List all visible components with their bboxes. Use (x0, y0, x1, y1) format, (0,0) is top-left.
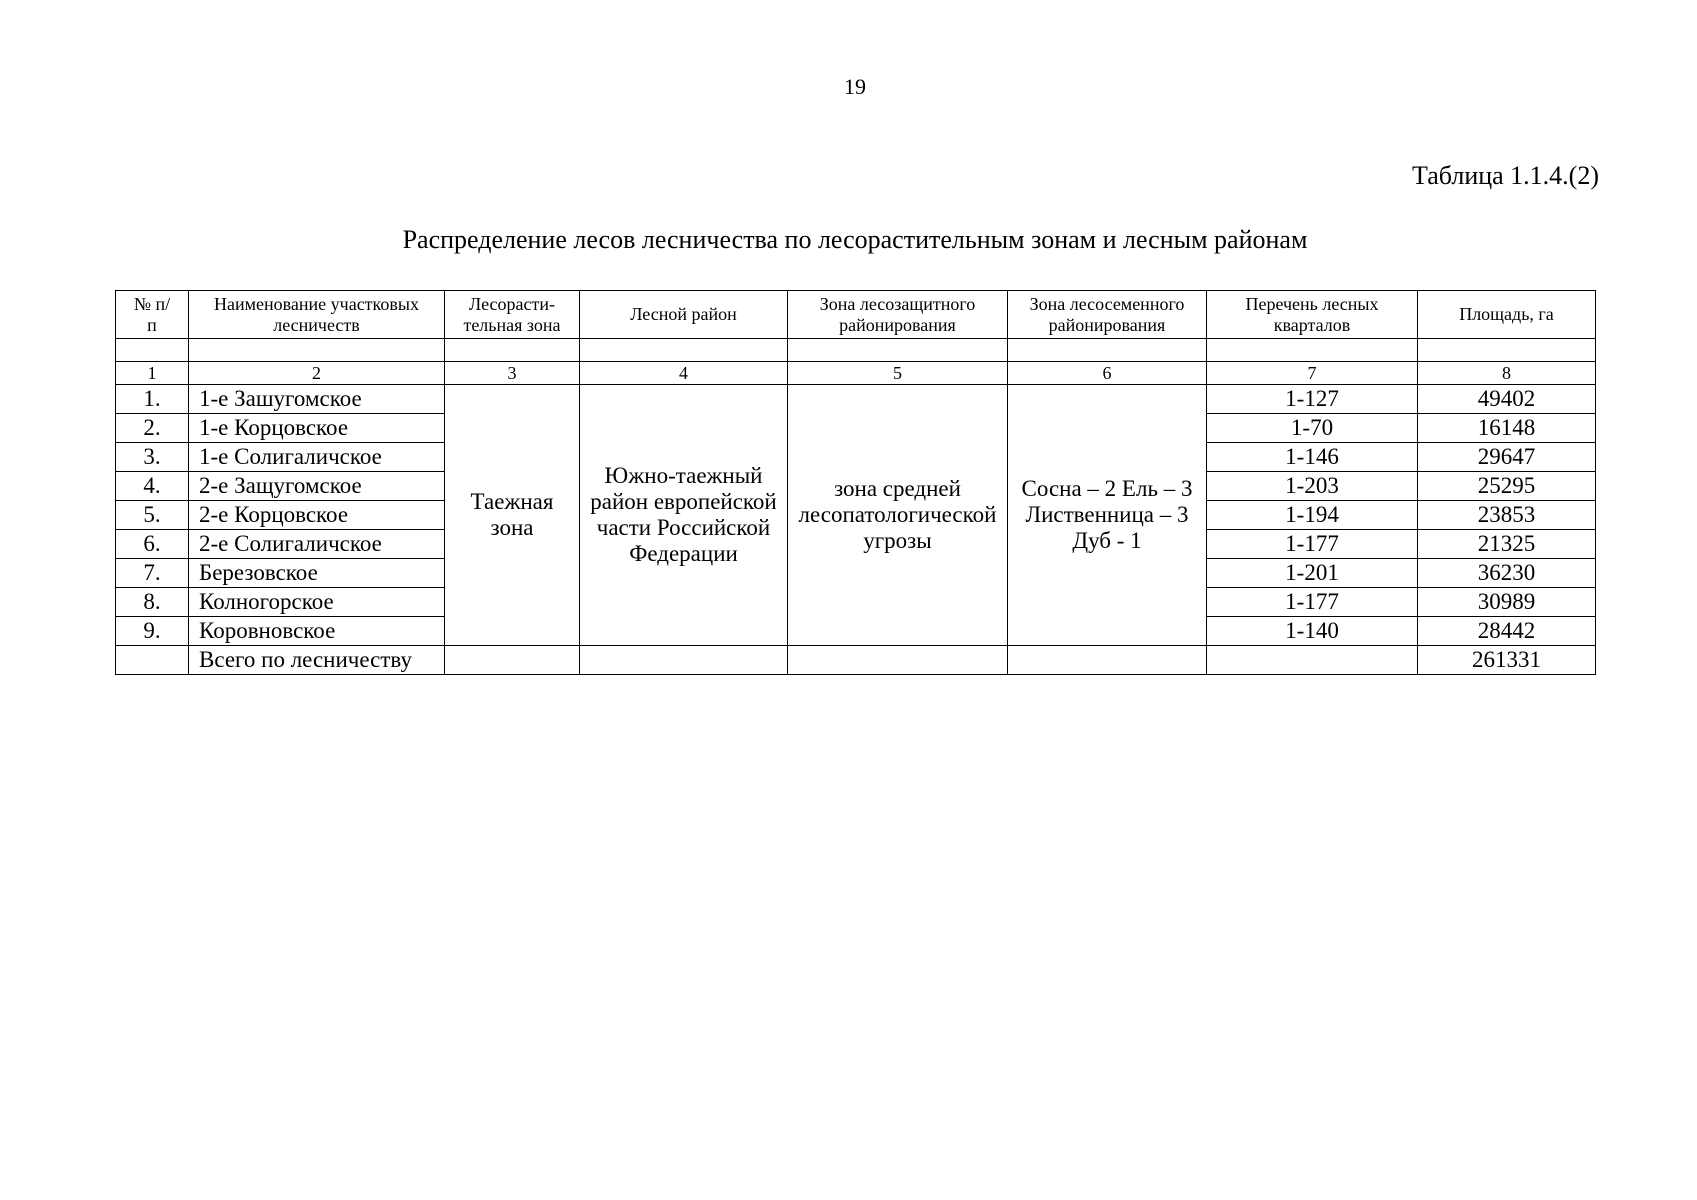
header-quarters (1207, 291, 1418, 339)
row-number: 7. (116, 559, 189, 588)
quarters: 1-177 (1207, 588, 1418, 617)
total-area: 261331 (1418, 646, 1596, 675)
protection-zone-cell (788, 385, 1008, 646)
row-number: 5. (116, 501, 189, 530)
table-blank-row (116, 339, 1596, 362)
area: 49402 (1418, 385, 1596, 414)
header-forest-zone (445, 291, 580, 339)
quarters: 1-70 (1207, 414, 1418, 443)
header-area: Площадь, га (1418, 291, 1596, 339)
quarters: 1-201 (1207, 559, 1418, 588)
row-number: 3. (116, 443, 189, 472)
row-number: 1. (116, 385, 189, 414)
forestry-name: Березовское (189, 559, 445, 588)
column-number-row (116, 362, 1596, 385)
forestry-name: 2-е Корцовское (189, 501, 445, 530)
forest-district-text: Южно-таежный район европейской части Российской Федерации (590, 463, 777, 566)
table-header-row (116, 291, 1596, 339)
header-protection-zone-text: Зона лесозащитного районирования (819, 293, 976, 335)
document-title: Распределение лесов лесничества по лесорастительным зонам и лесным районам (402, 225, 1308, 254)
quarters: 1-194 (1207, 501, 1418, 530)
quarters: 1-127 (1207, 385, 1418, 414)
area: 29647 (1418, 443, 1596, 472)
forestry-name: 1-е Корцовское (189, 414, 445, 443)
forestry-name: 2-е Солигаличское (189, 530, 445, 559)
header-forestry-name (189, 291, 445, 339)
row-number: 8. (116, 588, 189, 617)
header-protection-zone (788, 291, 1008, 339)
total-row (116, 646, 1596, 675)
quarters: 1-203 (1207, 472, 1418, 501)
protection-zone-text: зона средней лесопатологической угрозы (798, 476, 997, 553)
header-index-text: № п/п (133, 293, 171, 335)
row-number: 2. (116, 414, 189, 443)
forest-distribution-table (115, 290, 1596, 675)
header-forestry-name-text: Наименование участковых лесничеств (214, 293, 419, 335)
page-number: 19 (844, 74, 866, 99)
header-quarters-text: Перечень лесных кварталов (1245, 293, 1379, 335)
forest-zone-text: Таежная зона (470, 489, 554, 540)
area: 25295 (1418, 472, 1596, 501)
column-number: 7 (1207, 362, 1418, 385)
header-seed-zone (1008, 291, 1207, 339)
column-number: 3 (445, 362, 580, 385)
row-number: 4. (116, 472, 189, 501)
header-forest-district: Лесной район (580, 291, 788, 339)
header-seed-zone-text: Зона лесосеменного районирования (1029, 293, 1185, 335)
forest-district-cell (580, 385, 788, 646)
quarters: 1-177 (1207, 530, 1418, 559)
seed-zone-cell (1008, 385, 1207, 646)
forestry-name: Колногорское (189, 588, 445, 617)
forestry-name: 2-е Защугомское (189, 472, 445, 501)
row-number: 9. (116, 617, 189, 646)
quarters: 1-140 (1207, 617, 1418, 646)
column-number: 4 (580, 362, 788, 385)
forestry-name: 1-е Зашугомское (189, 385, 445, 414)
table-label: Таблица 1.1.4.(2) (1411, 161, 1599, 190)
area: 30989 (1418, 588, 1596, 617)
total-label: Всего по лесничеству (189, 646, 445, 675)
area: 23853 (1418, 501, 1596, 530)
column-number: 5 (788, 362, 1008, 385)
header-index (116, 291, 189, 339)
area: 21325 (1418, 530, 1596, 559)
quarters: 1-146 (1207, 443, 1418, 472)
column-number: 2 (189, 362, 445, 385)
column-number: 8 (1418, 362, 1596, 385)
forest-zone-cell (445, 385, 580, 646)
table-row (116, 385, 1596, 414)
seed-zone-text: Сосна – 2 Ель – 3 Лиственница – 3 Дуб - 1 (1021, 476, 1193, 553)
area: 16148 (1418, 414, 1596, 443)
column-number: 6 (1008, 362, 1207, 385)
forestry-name: 1-е Солигаличское (189, 443, 445, 472)
header-forest-zone-text: Лесорасти-тельная зона (463, 293, 561, 335)
column-number: 1 (116, 362, 189, 385)
forestry-name: Коровновское (189, 617, 445, 646)
area: 36230 (1418, 559, 1596, 588)
area: 28442 (1418, 617, 1596, 646)
row-number: 6. (116, 530, 189, 559)
